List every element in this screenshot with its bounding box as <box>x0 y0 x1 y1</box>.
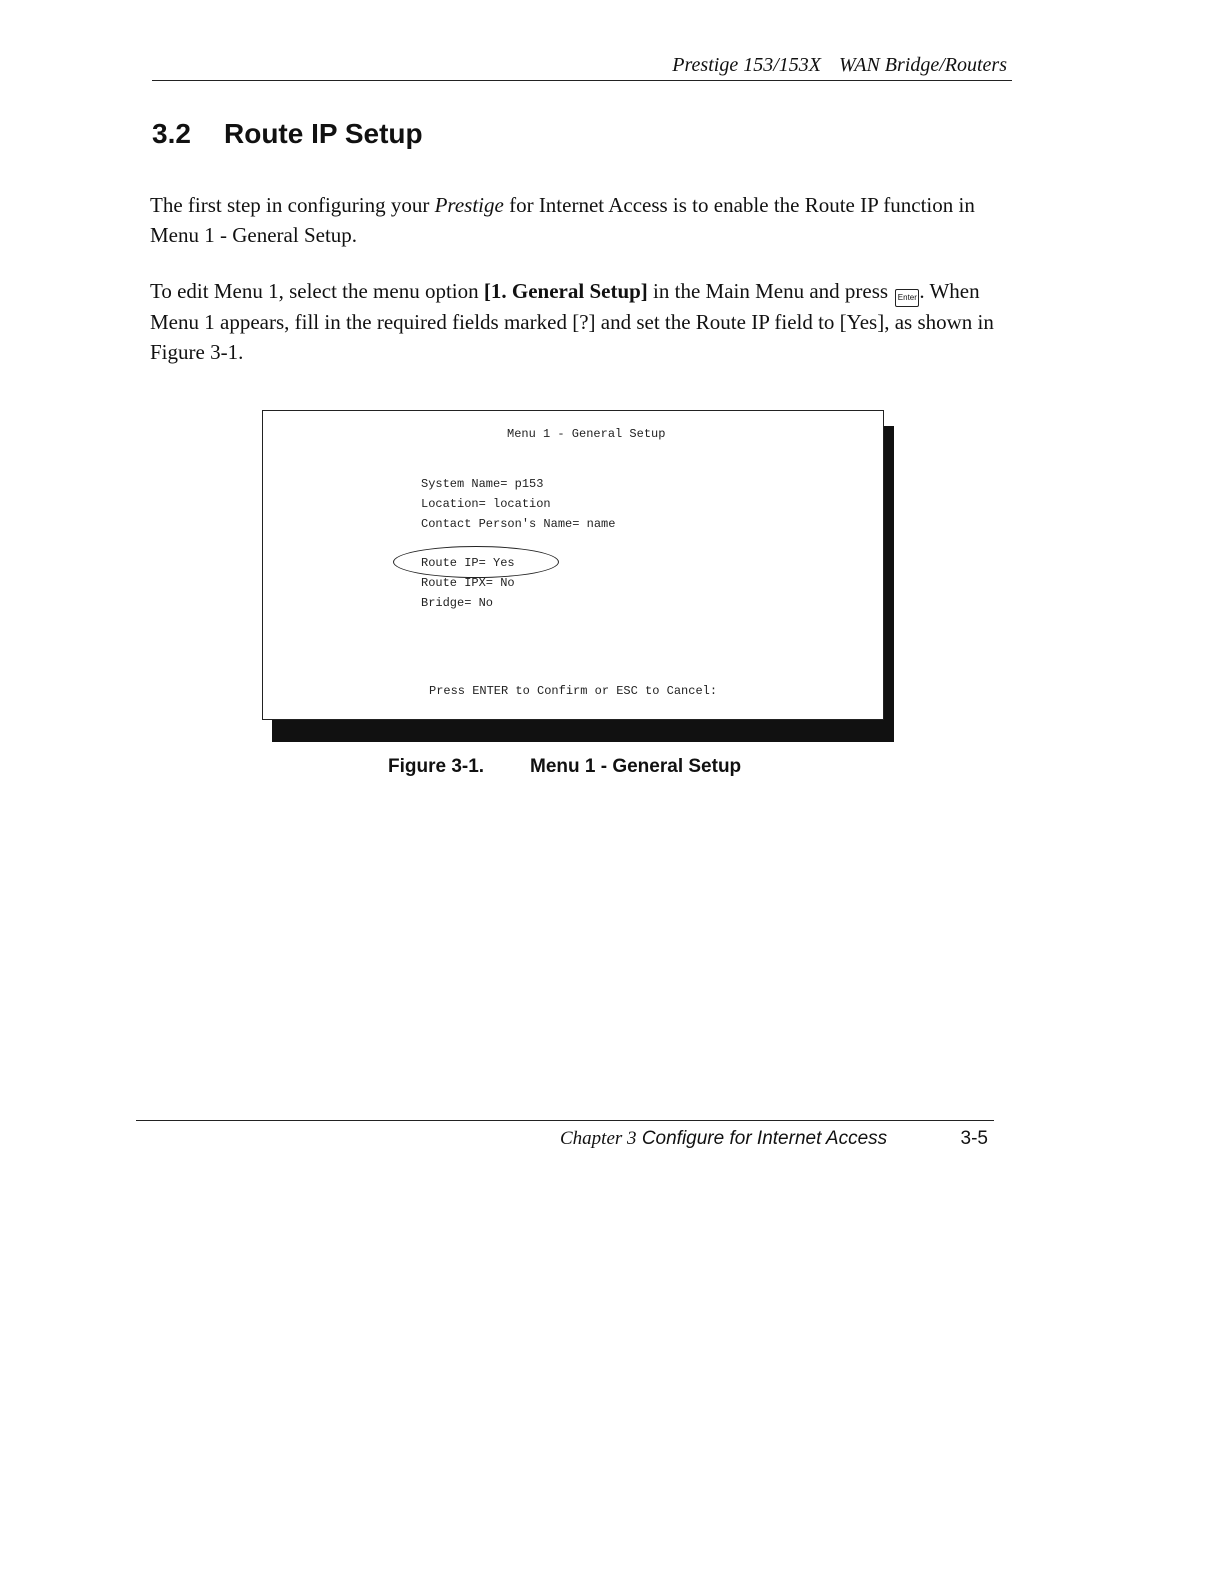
page-number: 3-5 <box>960 1128 988 1149</box>
confirm-prompt: Press ENTER to Confirm or ESC to Cancel: <box>429 684 718 698</box>
enter-key-icon: Enter <box>895 289 919 307</box>
section-heading <box>152 118 423 150</box>
instructions-text-2: in the Main Menu and press <box>647 279 894 303</box>
intro-text-1: The first step in configuring your <box>150 193 435 217</box>
bridge-field: Bridge= No <box>421 596 494 610</box>
figure-title: Menu 1 - General Setup <box>530 756 742 777</box>
intro-paragraph <box>150 190 1020 250</box>
figure-caption <box>388 756 741 778</box>
header-rule <box>152 80 1012 81</box>
page-footer <box>560 1128 988 1150</box>
header-product: Prestige 153/153X <box>672 54 821 76</box>
route-ipx-field: Route IPX= No <box>421 576 515 590</box>
footer-rule <box>136 1120 994 1121</box>
instructions-paragraph <box>150 276 1020 367</box>
section-number: 3.2 <box>152 118 191 149</box>
route-ip-field: Route IP= Yes <box>421 556 515 570</box>
terminal-screen <box>262 410 884 720</box>
instructions-text-1: To edit Menu 1, select the menu option <box>150 279 484 303</box>
menu-option-bold: [1. General Setup] <box>483 279 648 303</box>
contact-name-field: Contact Person's Name= name <box>421 517 616 531</box>
system-name-field: System Name= p153 <box>421 477 544 491</box>
intro-text-2: for Internet Access is to enable the Route IP function in Menu 1 - General Setup. <box>150 193 975 247</box>
location-field: Location= location <box>421 497 551 511</box>
prestige-emphasis: Prestige <box>434 193 504 217</box>
figure-label: Figure 3-1. <box>388 756 485 777</box>
chapter-title: Configure for Internet Access <box>641 1128 888 1149</box>
chapter-prefix: Chapter 3 <box>560 1128 637 1149</box>
running-header <box>600 54 1007 77</box>
header-subtitle: WAN Bridge/Routers <box>838 54 1007 76</box>
section-title: Route IP Setup <box>224 118 423 149</box>
screen-title: Menu 1 - General Setup <box>507 427 666 441</box>
instructions-text-3: . When Menu 1 appears, fill in the required fields marked [?] and set the Route IP field to [Yes], as shown in Figure 3-1. <box>150 279 994 364</box>
